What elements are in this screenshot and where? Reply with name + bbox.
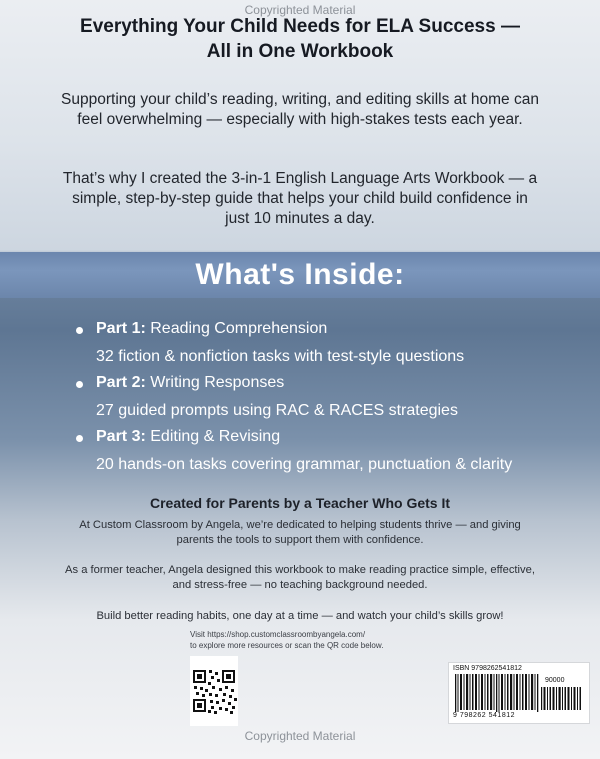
creator-paragraph-2: As a former teacher, Angela designed this workbook to make reading practice simple, effective, and stress-free — no teaching background needed. bbox=[65, 564, 535, 591]
visit-instruction: to explore more resources or scan the QR code below. bbox=[190, 641, 384, 650]
parts-list bbox=[76, 318, 576, 480]
barcode-price-code: 90000 bbox=[545, 677, 565, 684]
headline bbox=[0, 14, 600, 64]
whats-inside-title: What's Inside: bbox=[195, 258, 405, 291]
isbn-barcode bbox=[448, 662, 590, 724]
isbn-number: ISBN 9798262541812 bbox=[453, 665, 522, 672]
bullet-icon bbox=[76, 381, 83, 388]
visit-url: Visit https://shop.customclassroombyangela.com/ bbox=[190, 630, 366, 639]
part-label: Part 3: bbox=[96, 428, 146, 445]
bullet-icon bbox=[76, 435, 83, 442]
watermark-top: Copyrighted Material bbox=[244, 3, 356, 17]
part-description: 27 guided prompts using RAC & RACES strategies bbox=[96, 402, 458, 419]
part-description: 20 hands-on tasks covering grammar, punctuation & clarity bbox=[96, 456, 513, 473]
headline-line-2: All in One Workbook bbox=[206, 41, 394, 62]
part-label: Part 1: bbox=[96, 320, 146, 337]
bullet-icon bbox=[76, 327, 83, 334]
visit-note bbox=[190, 629, 430, 651]
qr-code-icon bbox=[190, 656, 238, 726]
part-name: Editing & Revising bbox=[150, 428, 281, 445]
part-name: Writing Responses bbox=[150, 374, 285, 391]
part-item-3 bbox=[76, 426, 576, 476]
part-label: Part 2: bbox=[96, 374, 146, 391]
creator-paragraph-1: At Custom Classroom by Angela, we’re dedicated to helping students thrive — and giving parents the tools to support them with confidence. bbox=[79, 519, 521, 546]
creator-paragraph-3: Build better reading habits, one day at a time — and watch your child’s skills grow! bbox=[96, 610, 504, 622]
intro-paragraph-1: Supporting your child’s reading, writing, and editing skills at home can feel overwhelming — especially with high-stakes tests each year. bbox=[61, 91, 539, 128]
creator-title: Created for Parents by a Teacher Who Gets It bbox=[149, 495, 451, 511]
barcode-digits: 9 798262 541812 bbox=[453, 712, 515, 719]
part-item-2 bbox=[76, 372, 576, 422]
headline-line-1: Everything Your Child Needs for ELA Success — bbox=[80, 16, 520, 37]
part-description: 32 fiction & nonfiction tasks with test-style questions bbox=[96, 348, 465, 365]
intro-paragraph-2: That’s why I created the 3-in-1 English Language Arts Workbook — a simple, step-by-step guide that helps your child build confidence in just 10 minutes a day. bbox=[62, 170, 538, 227]
watermark-bottom: Copyrighted Material bbox=[244, 729, 356, 743]
part-item-1 bbox=[76, 318, 576, 368]
part-name: Reading Comprehension bbox=[150, 320, 328, 337]
whats-inside-banner bbox=[0, 252, 600, 298]
